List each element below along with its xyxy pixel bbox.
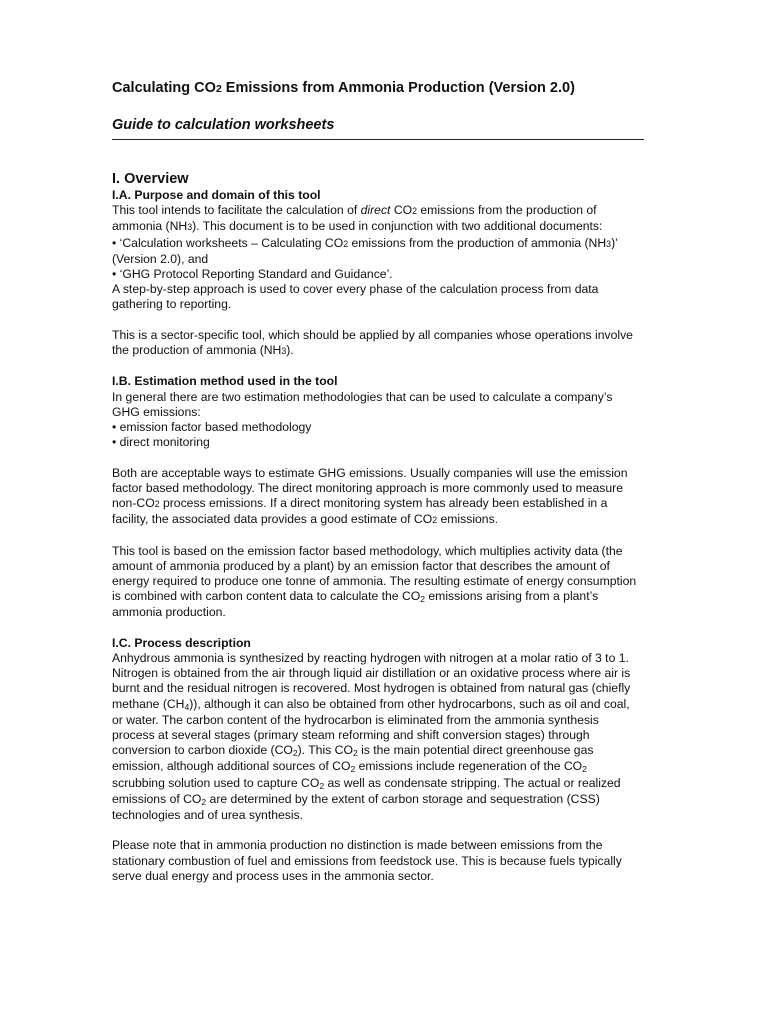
paragraph-line: amount of ammonia produced by a plant) by an emission factor that describes the amount of [112, 558, 610, 573]
paragraph-line: gathering to reporting. [112, 297, 232, 312]
subsection-heading-purpose: I.A. Purpose and domain of this tool [112, 188, 321, 202]
paragraph-line: This tool is based on the emission factor based methodology, which multiplies activity data (the [112, 543, 623, 558]
paragraph-line: serve dual energy and process uses in the ammonia sector. [112, 868, 434, 883]
subsection-heading-process: I.C. Process description [112, 635, 251, 650]
title-divider [112, 139, 644, 140]
bullet-item: • ‘Calculation worksheets – Calculating CO2 emissions from the production of ammonia (NH3)’ [112, 235, 618, 250]
paragraph-line: stationary combustion of fuel and emissions from feedstock use. This is because fuels typically [112, 853, 622, 868]
paragraph-line: or water. The carbon content of the hydrocarbon is eliminated from the ammonia synthesis [112, 712, 599, 727]
paragraph-line: (Version 2.0), and [112, 251, 209, 266]
paragraph-line: GHG emissions: [112, 404, 201, 419]
paragraph-gap [112, 313, 672, 328]
paragraph-line: This is a sector-specific tool, which should be applied by all companies whose operations involve [112, 327, 633, 342]
paragraph-line: emissions of $CO_2$ are determined by the extent of carbon storage and sequestration (CSS) [112, 791, 600, 807]
paragraph-line: is combined with carbon content data to calculate the $CO_2$ emissions arising from a plant’s [112, 589, 599, 605]
paragraph-line: burnt and the residual nitrogen is recovered. Most hydrogen is obtained from natural gas (chiefly [112, 681, 631, 696]
paragraph-line: facility, the associated data provides a good estimate of CO2 emissions. [112, 512, 499, 527]
paragraph-line: energy required to produce one tonne of ammonia. The resulting estimate of energy consumption [112, 574, 637, 589]
paragraph-line: Please note that in ammonia production no distinction is made between emissions from the [112, 838, 603, 853]
paragraph-gap [112, 528, 672, 543]
paragraph-line: In general there are two estimation methodologies that can be used to calculate a company’s [112, 389, 613, 404]
subsection-heading-estimation: I.B. Estimation method used in the tool [112, 374, 338, 389]
paragraph-gap [112, 823, 672, 838]
paragraph-line: ammonia production. [112, 605, 226, 620]
paragraph-line: A step-by-step approach is used to cover every phase of the calculation process from data [112, 282, 599, 297]
section-heading-overview: I. Overview [112, 171, 189, 187]
paragraph-line: emission, although additional sources of $CO_2$ emissions include regeneration of the $CO_2$ [112, 759, 587, 775]
paragraph-line: non-CO2 process emissions. If a direct monitoring system has already been established in a [112, 496, 608, 511]
paragraph-line: Anhydrous ammonia is synthesized by reacting hydrogen with nitrogen at a molar ratio of 3 to 1. [112, 651, 629, 666]
bullet-item: • emission factor based methodology [112, 420, 312, 435]
bullet-item: • ‘GHG Protocol Reporting Standard and Guidance’. [112, 267, 393, 282]
paragraph-gap [112, 621, 672, 636]
paragraph-line: This tool intends to facilitate the calculation of direct CO2 emissions from the production of [112, 203, 597, 218]
document-body [112, 170, 672, 884]
paragraph-line: process at several stages (primary steam reforming and shift conversion stages) through [112, 728, 590, 743]
paragraph-line: scrubbing solution used to capture $CO_2$ as well as condensate stripping. The actual or realized [112, 775, 621, 791]
document-title: Calculating CO2 Emissions from Ammonia Production (Version 2.0) [112, 80, 575, 96]
paragraph-line: factor based methodology. The direct monitoring approach is more commonly used to measure [112, 480, 624, 495]
bullet-item: • direct monitoring [112, 435, 210, 450]
paragraph-gap [112, 450, 672, 465]
paragraph-line: the production of ammonia (NH3). [112, 343, 294, 358]
paragraph-line: conversion to carbon dioxide $(CO_2)$. This $CO_2$ is the main potential direct greenhouse gas [112, 743, 594, 759]
paragraph-gap [112, 359, 672, 374]
document-subtitle: Guide to calculation worksheets [112, 117, 335, 133]
paragraph-line: Nitrogen is obtained from the air through liquid air distillation or an oxidative process where air is [112, 666, 631, 681]
paragraph-line: methane $(CH_4)$), although it can also be obtained from other hydrocarbons, such as oil and coal, [112, 696, 630, 712]
paragraph-line: technologies and of urea synthesis. [112, 808, 304, 823]
paragraph-line: ammonia (NH3). This document is to be used in conjunction with two additional documents: [112, 219, 603, 234]
paragraph-line: Both are acceptable ways to estimate GHG emissions. Usually companies will use the emission [112, 465, 628, 480]
